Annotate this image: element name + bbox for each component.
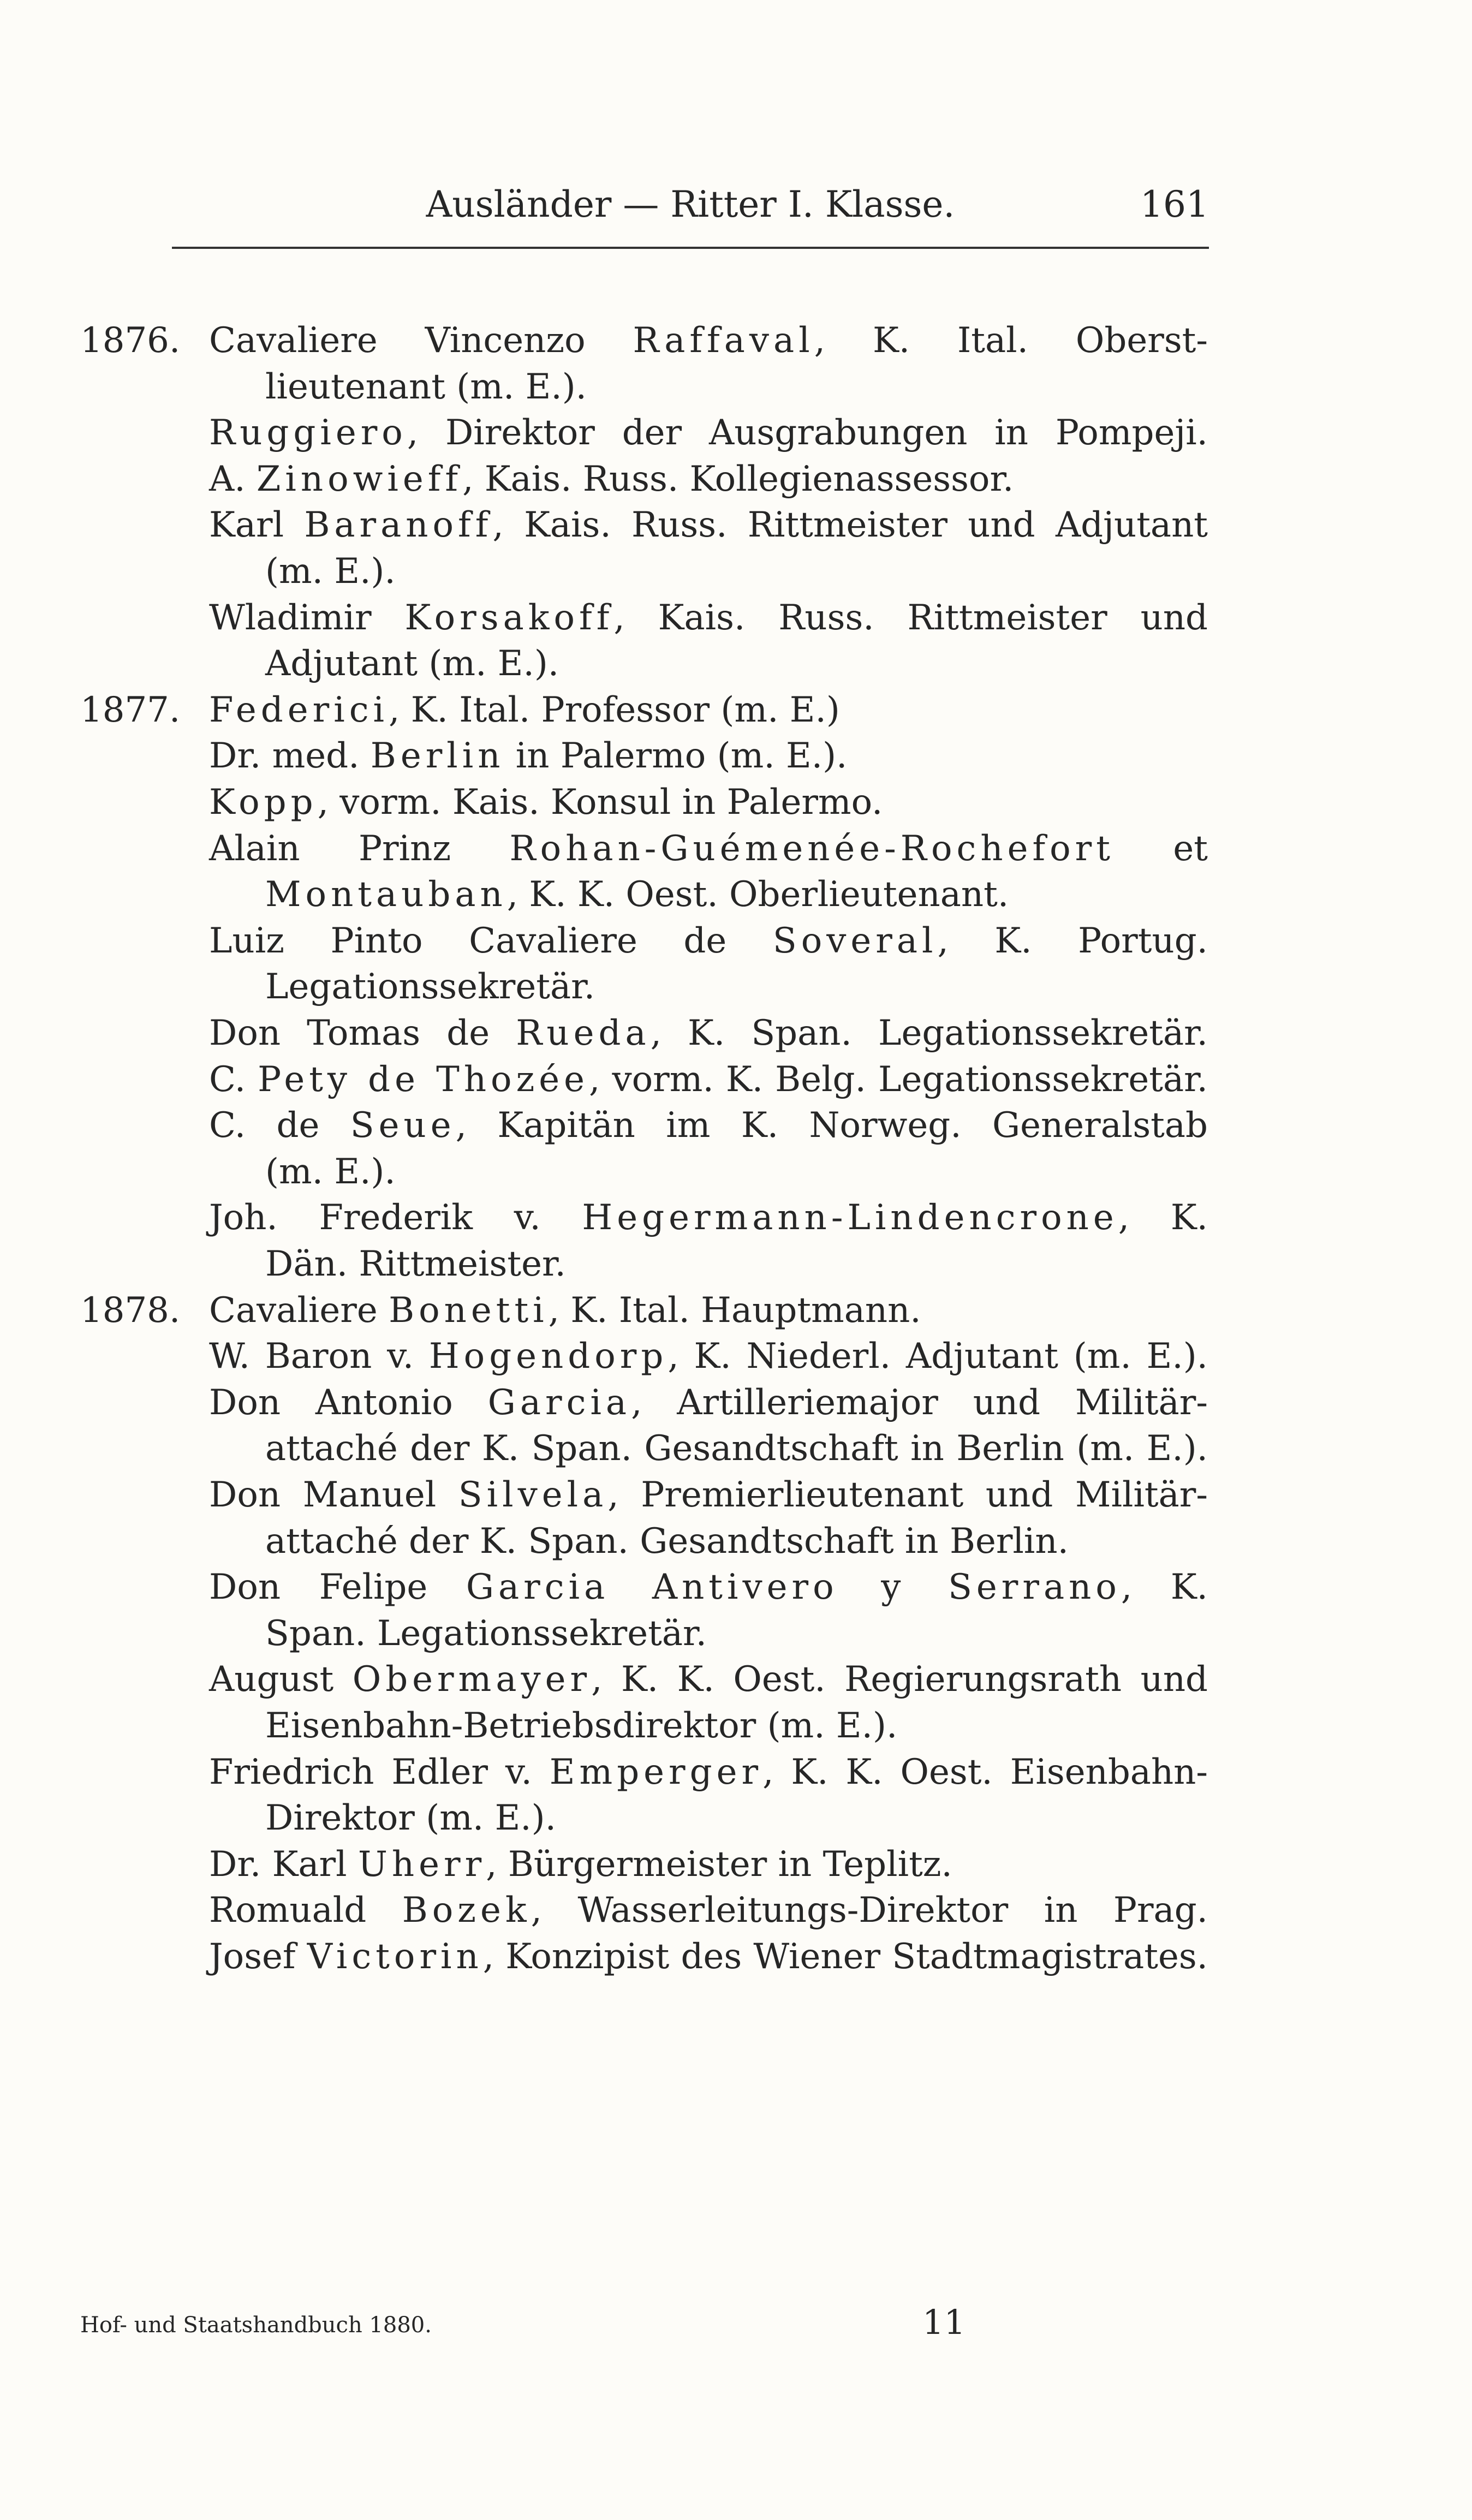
text-line — [0, 1518, 1472, 1564]
entry-fragment: et — [1114, 828, 1208, 869]
entry-text — [265, 364, 1208, 410]
entry-fragment: Cavaliere Vincenzo — [209, 320, 633, 361]
text-line — [0, 364, 1472, 410]
entry-text — [265, 1795, 1208, 1841]
entry-text — [209, 826, 1208, 872]
entry-text — [209, 1842, 1208, 1887]
entry-fragment: Adjutant (m. E.). — [265, 644, 559, 684]
text-line — [0, 1103, 1472, 1148]
entry-fragment: , K. — [1118, 1198, 1208, 1238]
entry-fragment: , K. Ital. Hauptmann. — [548, 1290, 921, 1331]
entry-fragment: , K. K. Oest. Oberlieutenant. — [506, 874, 1009, 915]
page-number: 161 — [1140, 183, 1209, 225]
entry-text — [209, 410, 1208, 456]
person-name: Zinowieff — [256, 458, 463, 499]
person-name: Victorin — [307, 1937, 483, 1977]
entry-text — [265, 872, 1208, 918]
person-name: Montauban — [265, 874, 507, 915]
text-line — [0, 1703, 1472, 1749]
person-name: Rueda — [516, 1013, 651, 1053]
entry-fragment: , Kais. Russ. Kollegienassessor. — [462, 458, 1014, 499]
entry-fragment: , Premierlieutenant und Militär- — [607, 1475, 1208, 1515]
entry-fragment: , Kais. Russ. Rittmeister und — [613, 597, 1208, 638]
year-label: 1878. — [80, 1290, 181, 1331]
entry-text — [209, 456, 1208, 502]
entry-fragment: , Kapitän im K. Norweg. Generalstab — [455, 1105, 1208, 1146]
entry-fragment: Dr. med. — [209, 736, 371, 777]
entry-fragment: , K. Ital. Oberst- — [814, 320, 1208, 361]
year-label: 1876. — [80, 320, 181, 361]
header-rule — [172, 247, 1209, 249]
person-name: Emperger — [549, 1752, 763, 1792]
entry-fragment: Wladimir — [209, 597, 405, 638]
text-line — [0, 733, 1472, 779]
entry-fragment: , K. Niederl. Adjutant (m. E.). — [668, 1336, 1208, 1377]
entry-fragment: in Palermo (m. E.). — [504, 736, 848, 777]
person-name: Bonetti — [389, 1290, 549, 1331]
entry-fragment: , Wasserleitungs-Direktor in Prag. — [531, 1890, 1208, 1931]
entry-fragment: Friedrich Edler v. — [209, 1752, 550, 1792]
entry-text — [265, 1518, 1208, 1564]
text-line — [0, 1887, 1472, 1933]
entry-fragment: (m. E.). — [265, 551, 396, 592]
entry-text — [209, 918, 1208, 964]
entry-fragment: Legationssekretär. — [265, 967, 595, 1008]
entry-text — [209, 1472, 1208, 1518]
entry-fragment: A. — [209, 458, 257, 499]
entry-text — [209, 318, 1208, 364]
entry-fragment: , K. Span. Legationssekretär. — [650, 1013, 1208, 1053]
text-line — [0, 964, 1472, 1010]
text-line — [0, 1426, 1472, 1472]
entry-fragment: , K. Portug. — [937, 920, 1208, 961]
text-line — [0, 1749, 1472, 1795]
entry-text — [209, 1380, 1208, 1426]
text-line — [0, 1195, 1472, 1241]
text-line — [0, 1010, 1472, 1056]
person-name: Baranoff — [304, 505, 493, 546]
entry-text — [265, 1149, 1208, 1195]
person-name: Obermayer — [352, 1659, 592, 1700]
entry-fragment: C. — [209, 1059, 258, 1100]
entry-fragment: , K. K. Oest. Regierungsrath und — [591, 1659, 1208, 1700]
entry-text — [209, 502, 1208, 548]
person-name: Raffaval — [633, 320, 814, 361]
entry-text — [209, 1288, 1208, 1333]
entry-fragment: Alain Prinz — [209, 828, 510, 869]
text-line — [0, 1657, 1472, 1702]
entry-fragment: , Direktor der Ausgrabungen in Pompeji. — [407, 413, 1208, 454]
text-line — [0, 549, 1472, 594]
entry-fragment: attaché der K. Span. Gesandtschaft in Berlin (m. E.). — [265, 1428, 1208, 1469]
text-line — [0, 826, 1472, 872]
person-name: Garcia Antivero y Serrano — [466, 1567, 1121, 1608]
person-name: Ruggiero — [209, 413, 407, 454]
text-line — [0, 779, 1472, 825]
entry-text — [265, 1703, 1208, 1749]
entry-text — [209, 1103, 1208, 1148]
entry-fragment: (m. E.). — [265, 1151, 396, 1192]
running-header — [172, 180, 1209, 229]
entry-fragment: , K. Ital. Professor (m. E.) — [389, 689, 840, 730]
person-name: Garcia — [487, 1382, 631, 1423]
entry-text — [209, 1887, 1208, 1933]
text-line — [0, 1472, 1472, 1518]
text-line — [0, 687, 1472, 733]
entry-fragment: , Kais. Russ. Rittmeister und Adjutant — [492, 505, 1208, 546]
entry-fragment: Romuald — [209, 1890, 402, 1931]
person-name: Uherr — [357, 1844, 486, 1885]
text-line — [0, 872, 1472, 918]
entry-fragment: , Bürgermeister in Teplitz. — [486, 1844, 952, 1885]
person-name: Berlin — [370, 736, 505, 777]
person-name: Pety de Thozée — [258, 1059, 589, 1100]
entry-text — [265, 1611, 1208, 1657]
entry-fragment: Dr. Karl — [209, 1844, 358, 1885]
entry-fragment: August — [209, 1659, 353, 1700]
entry-text — [209, 733, 1208, 779]
entry-fragment: Dän. Rittmeister. — [265, 1244, 566, 1284]
text-line — [0, 1611, 1472, 1657]
text-line — [0, 1241, 1472, 1287]
entry-fragment: Don Tomas de — [209, 1013, 516, 1053]
person-name: Korsakoff — [404, 597, 614, 638]
entry-text — [209, 687, 1208, 733]
year-label: 1877. — [80, 689, 181, 730]
entry-text — [209, 1934, 1208, 1980]
entry-text — [209, 1333, 1208, 1379]
person-name: Rohan-Guémenée-Rochefort — [509, 828, 1115, 869]
person-name: Kopp — [209, 782, 318, 823]
entry-fragment: Span. Legationssekretär. — [265, 1613, 707, 1654]
text-line — [0, 456, 1472, 502]
signature-mark: 11 — [922, 2302, 966, 2342]
text-line — [0, 1934, 1472, 1980]
entry-text — [209, 1657, 1208, 1702]
text-line — [0, 1149, 1472, 1195]
header-title: Ausländer — Ritter I. Klasse. — [426, 183, 955, 225]
text-line — [0, 1057, 1472, 1103]
entry-fragment: Cavaliere — [209, 1290, 389, 1331]
entry-text — [209, 779, 1208, 825]
entry-text — [209, 1057, 1208, 1103]
person-name: Hogendorp — [428, 1336, 668, 1377]
entry-text — [209, 1564, 1208, 1610]
entry-text — [209, 1195, 1208, 1241]
entry-text — [265, 549, 1208, 594]
text-line — [0, 918, 1472, 964]
person-name: Seue — [350, 1105, 456, 1146]
text-line — [0, 410, 1472, 456]
entry-text — [265, 964, 1208, 1010]
entry-fragment: Don Antonio — [209, 1382, 488, 1423]
entry-fragment: , vorm. K. Belg. Legationssekretär. — [589, 1059, 1208, 1100]
entry-fragment: Luiz Pinto Cavaliere de — [209, 920, 773, 961]
entry-fragment: Direktor (m. E.). — [265, 1798, 556, 1839]
person-name: Federici — [209, 689, 389, 730]
entry-fragment: Josef — [209, 1937, 307, 1977]
entry-text — [265, 1241, 1208, 1287]
entry-fragment: Karl — [209, 505, 305, 546]
entry-text — [209, 595, 1208, 641]
text-line — [0, 1380, 1472, 1426]
text-line — [0, 1333, 1472, 1379]
entry-text — [209, 1749, 1208, 1795]
entry-fragment: W. Baron v. — [209, 1336, 429, 1377]
entry-text — [209, 1010, 1208, 1056]
entry-fragment: Don Manuel — [209, 1475, 458, 1515]
footer-imprint: Hof- und Staatshandbuch 1880. — [80, 2313, 432, 2338]
text-line — [0, 1288, 1472, 1333]
person-name: Silvela — [458, 1475, 608, 1515]
entry-fragment: , K. K. Oest. Eisenbahn- — [762, 1752, 1208, 1792]
person-name: Hegermann-Lindencrone — [582, 1198, 1118, 1238]
entry-fragment: , vorm. Kais. Konsul in Palermo. — [317, 782, 883, 823]
text-line — [0, 1795, 1472, 1841]
entry-fragment: , Artilleriemajor und Militär- — [631, 1382, 1208, 1423]
entry-text — [265, 1426, 1208, 1472]
entry-fragment: C. de — [209, 1105, 350, 1146]
person-name: Soveral — [772, 920, 938, 961]
text-line — [0, 641, 1472, 687]
text-line — [0, 595, 1472, 641]
entry-fragment: lieutenant (m. E.). — [265, 366, 587, 407]
entry-fragment: Eisenbahn-Betriebsdirektor (m. E.). — [265, 1706, 898, 1746]
entry-fragment: , Konzipist des Wiener Stadtmagistrates. — [482, 1937, 1208, 1977]
text-line — [0, 502, 1472, 548]
text-line — [0, 1564, 1472, 1610]
text-line — [0, 1842, 1472, 1887]
entry-fragment: Don Felipe — [209, 1567, 466, 1608]
person-name: Bozek — [402, 1890, 531, 1931]
entry-text — [265, 641, 1208, 687]
entry-fragment: attaché der K. Span. Gesandtschaft in Berlin. — [265, 1521, 1069, 1562]
text-line — [0, 318, 1472, 364]
entry-fragment: , K. — [1121, 1567, 1208, 1608]
entry-fragment: Joh. Frederik v. — [209, 1198, 582, 1238]
